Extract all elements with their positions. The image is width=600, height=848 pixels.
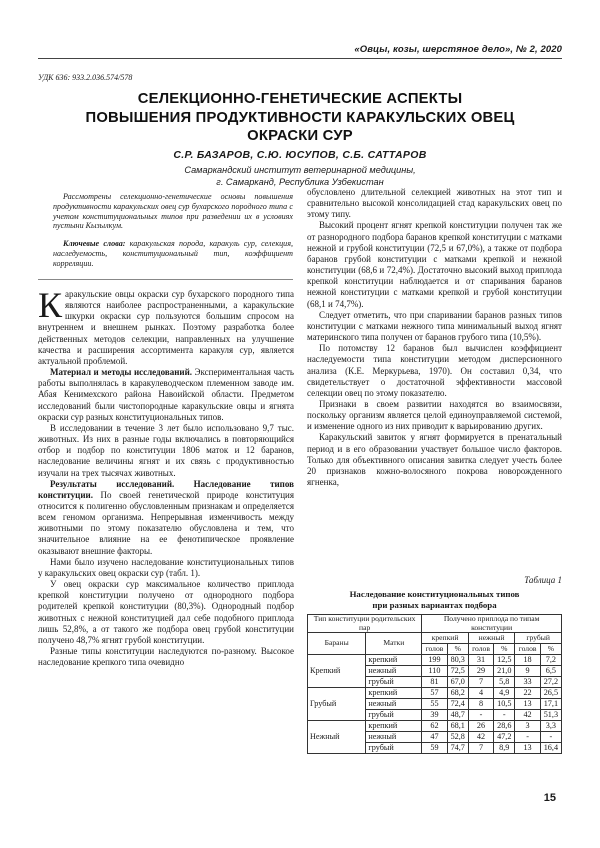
value-cell: 72,4 bbox=[447, 699, 468, 710]
ewe-type-cell: нежный bbox=[366, 699, 422, 710]
header-rams: Бараны bbox=[308, 633, 366, 655]
value-cell: 4,9 bbox=[494, 688, 515, 699]
study-paragraph: В исследовании в течение 3 лет было использовано 9,7 тыс. животных. Из них в разные годы включались в повторяющийся отбор и подбор по конституции 1806 маток и 12 баранов, наследование величины ягнят и их связь с продуктивностью изучали на трех тысячах животных. bbox=[38, 422, 294, 478]
value-cell: 21,0 bbox=[494, 666, 515, 677]
value-cell: 59 bbox=[422, 743, 447, 754]
drop-cap: К bbox=[38, 285, 63, 325]
table-caption: Таблица 1 bbox=[524, 575, 562, 585]
value-cell: 5,8 bbox=[494, 677, 515, 688]
article-title bbox=[60, 90, 540, 146]
value-cell: 42 bbox=[468, 732, 493, 743]
ewe-type-cell: грубый bbox=[366, 710, 422, 721]
coefficient-paragraph: По потомству 12 баранов был вычислен коэффициент наследуемости типа конституции методом дисперсионного анализа (К.Е. Меркурьева, 1970). Он составил 0,34, что свидетельствует о достаточной эффективности массовой селекции овец по этому показателю. bbox=[307, 343, 562, 398]
table-title bbox=[307, 589, 562, 611]
studied-paragraph: Нами было изучено наследование конституциональных типов у каракульских овец окраски сур (табл. 1). bbox=[38, 556, 294, 578]
value-cell: 7,2 bbox=[540, 655, 561, 666]
table-body bbox=[308, 655, 562, 754]
ewe-type-cell: грубый bbox=[366, 677, 422, 688]
value-cell: 28,6 bbox=[494, 721, 515, 732]
value-cell: - bbox=[494, 710, 515, 721]
right-column bbox=[307, 187, 562, 488]
abstract-separator bbox=[38, 279, 293, 280]
table-row bbox=[308, 688, 562, 699]
value-cell: 42 bbox=[515, 710, 540, 721]
left-column bbox=[38, 285, 294, 668]
value-cell: 9 bbox=[515, 666, 540, 677]
title-line: ОКРАСКИ СУР bbox=[247, 128, 353, 144]
value-cell: 13 bbox=[515, 743, 540, 754]
value-cell: 67,0 bbox=[447, 677, 468, 688]
header-received: Получено приплода по типам конституции bbox=[422, 615, 562, 633]
value-cell: 31 bbox=[468, 655, 493, 666]
page-number: 15 bbox=[543, 792, 556, 804]
affiliation-line: г. Самарканд, Республика Узбекистан bbox=[216, 176, 384, 187]
value-cell: 4 bbox=[468, 688, 493, 699]
table-row bbox=[308, 655, 562, 666]
high-percent-paragraph: Высокий процент ягнят крепкой конституции получен так же от разнородного подбора баранов крепкой конституции с матками нежной и грубой конституции (72,5 и 67,0%), а также от подбора баранов грубой конституции с матками крепкой и нежной конституции (68,6 и 72,4%). Достаточно высокий выход приплода крепкой конституции наблюдается и от спаривания баранов нежной конституции с матками крепкой и грубой конституции (68,1 и 74,7%). bbox=[307, 220, 562, 309]
value-cell: 199 bbox=[422, 655, 447, 666]
table-title-line: при разных вариантах подбора bbox=[372, 600, 497, 610]
value-cell: - bbox=[540, 732, 561, 743]
authors: С.Р. БАЗАРОВ, С.Ю. ЮСУПОВ, С.Б. САТТАРОВ bbox=[173, 149, 427, 161]
continuation-paragraph: обусловлено длительной селекцией животных на этот тип и сравнительно высокой консолидацией стад каракульских овец по этому типу. bbox=[307, 187, 562, 220]
value-cell: 18 bbox=[515, 655, 540, 666]
value-cell: 110 bbox=[422, 666, 447, 677]
header-tender: нежный bbox=[468, 633, 515, 644]
value-cell: 27,2 bbox=[540, 677, 561, 688]
header-strong: крепкий bbox=[422, 633, 469, 644]
header-pct: % bbox=[494, 644, 515, 655]
curl-paragraph: Каракульский завиток у ягнят формируется в пренатальный период и в его образовании участвует большое число факторов. Только для объективного описания завитка следует учесть более 20 признаков кожно-волосяного покрова новорожденного ягненка, bbox=[307, 432, 562, 488]
udk-code: УДК 636: 933.2.036.574/578 bbox=[38, 73, 133, 82]
abstract bbox=[53, 192, 293, 277]
value-cell: 68,1 bbox=[447, 721, 468, 732]
ewe-type-cell: крепкий bbox=[366, 688, 422, 699]
methods-text: Экспериментальная часть работы выполнялась в каракулеводческом племенном заводе им. Абая Кенимехского района Навоийской области. Предметом исследований были чистопородные каракульские овцы и ягнята окраски сур разных конституциональных типов. bbox=[38, 367, 294, 422]
value-cell: 47 bbox=[422, 732, 447, 743]
value-cell: 68,2 bbox=[447, 688, 468, 699]
value-cell: - bbox=[515, 732, 540, 743]
value-cell: 13 bbox=[515, 699, 540, 710]
types-paragraph: Разные типы конституции наследуются по-разному. Высокое наследование крепкого типа очевидно bbox=[38, 646, 294, 668]
value-cell: 57 bbox=[422, 688, 447, 699]
result-paragraph: У овец окраски сур максимальное количество приплода крепкой конституции получено от однородного подбора родителей крепкой конституции (80,3%). Однородный подбор животных с нежной конституцией дал себе подобного приплода лишь 52,8%, а от такого же подбора овец грубой конституции получено 48,7% ягнят грубой конституции. bbox=[38, 579, 294, 645]
value-cell: 10,5 bbox=[494, 699, 515, 710]
value-cell: 62 bbox=[422, 721, 447, 732]
value-cell: 16,4 bbox=[540, 743, 561, 754]
affiliation-line: Самаркандский институт ветеринарной медицины, bbox=[184, 165, 416, 175]
value-cell: 3,3 bbox=[540, 721, 561, 732]
value-cell: 17,1 bbox=[540, 699, 561, 710]
value-cell: 55 bbox=[422, 699, 447, 710]
value-cell: 22 bbox=[515, 688, 540, 699]
value-cell: 80,3 bbox=[447, 655, 468, 666]
inheritance-table bbox=[307, 614, 562, 754]
header-rule bbox=[38, 58, 562, 59]
value-cell: 48,7 bbox=[447, 710, 468, 721]
ram-type-cell: Крепкий bbox=[308, 655, 366, 688]
ewe-type-cell: грубый bbox=[366, 743, 422, 754]
value-cell: 26 bbox=[468, 721, 493, 732]
ram-type-cell: Грубый bbox=[308, 688, 366, 721]
header-pct: % bbox=[540, 644, 561, 655]
intro-paragraph bbox=[38, 285, 294, 367]
value-cell: 51,3 bbox=[540, 710, 561, 721]
value-cell: 72,5 bbox=[447, 666, 468, 677]
header-rough: грубый bbox=[515, 633, 562, 644]
journal-header: «Овцы, козы, шерстяное дело», № 2, 2020 bbox=[354, 44, 562, 55]
methods-paragraph bbox=[38, 367, 294, 423]
affiliation bbox=[150, 165, 450, 188]
results-heading: Результаты исследований. Наследование типов конституции. bbox=[38, 478, 294, 500]
header-heads: голов bbox=[515, 644, 540, 655]
value-cell: 52,8 bbox=[447, 732, 468, 743]
value-cell: 81 bbox=[422, 677, 447, 688]
ewe-type-cell: крепкий bbox=[366, 655, 422, 666]
table-title-line: Наследование конституциональных типов bbox=[349, 589, 520, 599]
intro-text: аракульские овцы окраски сур бухарского породного типа являются наиболее распространенными, а каракульские шкурки окраски сур пользуются большим спросом на внутреннем и внешнем рынках. Поэтому разработка более действенных методов селекции, направленных на улучшение качества и расширения ассортимента каракуля сур, является актуальной проблемой. bbox=[38, 289, 294, 366]
results-text: По своей генетической природе конституция относится к полигенно обусловленным признакам и определяется всем геномом организма. Непрерывная изменчивость между животными по этому показателю обусловлена и тем, что значительное влияние на ее фенотипическое проявление оказывают внешние факторы. bbox=[38, 489, 294, 556]
value-cell: 7 bbox=[468, 677, 493, 688]
value-cell: 3 bbox=[515, 721, 540, 732]
value-cell: 74,7 bbox=[447, 743, 468, 754]
value-cell: 6,5 bbox=[540, 666, 561, 677]
value-cell: 39 bbox=[422, 710, 447, 721]
value-cell: 29 bbox=[468, 666, 493, 677]
value-cell: 8 bbox=[468, 699, 493, 710]
ewe-type-cell: нежный bbox=[366, 666, 422, 677]
methods-heading: Материал и методы исследований. bbox=[50, 367, 193, 378]
value-cell: 7 bbox=[468, 743, 493, 754]
title-line: ПОВЫШЕНИЯ ПРОДУКТИВНОСТИ КАРАКУЛЬСКИХ ОВЕЦ bbox=[85, 109, 515, 126]
value-cell: 8,9 bbox=[494, 743, 515, 754]
header-heads: голов bbox=[422, 644, 447, 655]
value-cell: 33 bbox=[515, 677, 540, 688]
keywords bbox=[53, 239, 293, 268]
abstract-text: Рассмотрены селекционно-генетические основы повышения продуктивности каракульских овец сур бухарского породного типа с учетом конституциональных типов при разведении их в условиях пустыни Кызылкум. bbox=[53, 192, 293, 231]
keywords-label: Ключевые слова: bbox=[63, 239, 126, 249]
header-ewes: Матки bbox=[366, 633, 422, 655]
results-paragraph bbox=[38, 479, 294, 557]
value-cell: 26,5 bbox=[540, 688, 561, 699]
ewe-type-cell: нежный bbox=[366, 732, 422, 743]
value-cell: 47,2 bbox=[494, 732, 515, 743]
title-line: СЕЛЕКЦИОННО-ГЕНЕТИЧЕСКИЕ АСПЕКТЫ bbox=[137, 91, 463, 107]
header-pct: % bbox=[447, 644, 468, 655]
value-cell: - bbox=[468, 710, 493, 721]
header-parent-types: Тип конституции родительских пар bbox=[308, 615, 422, 633]
value-cell: 12,5 bbox=[494, 655, 515, 666]
ewe-type-cell: крепкий bbox=[366, 721, 422, 732]
header-heads: голов bbox=[468, 644, 493, 655]
table-row bbox=[308, 721, 562, 732]
note-paragraph: Следует отметить, что при спаривании баранов разных типов конституции с матками нежного типа минимальный выход ягнят материнского типа получен от баранов грубого типа (10,5%). bbox=[307, 309, 562, 343]
traits-paragraph: Признаки в своем развитии находятся во взаимосвязи, поскольку организм является целой единоуправляемой системой, и изменение одного из них приводит к варьированию других. bbox=[307, 398, 562, 432]
keywords-text: каракульская порода, каракуль сур, селекция, наследуемость, конституциональный тип, коэффициент корреляции. bbox=[53, 239, 293, 268]
ram-type-cell: Нежный bbox=[308, 721, 366, 754]
